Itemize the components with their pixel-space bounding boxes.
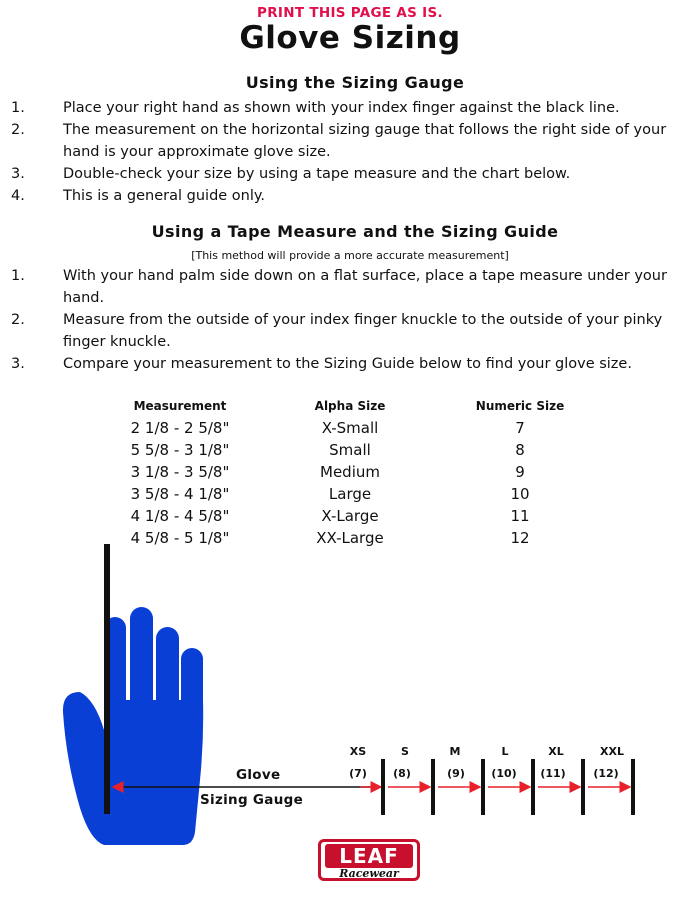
gauge-label-line2: Sizing Gauge [200, 792, 304, 808]
table-cell-alpha: XX-Large [316, 529, 384, 547]
step-text: This is a general guide only. [63, 188, 266, 204]
table-cell-alpha: X-Small [321, 419, 379, 437]
table-cell-alpha: Large [328, 485, 372, 503]
step-number: 2. [11, 312, 25, 328]
table-cell-numeric: 12 [510, 529, 530, 547]
hand-pinky-finger [181, 648, 203, 733]
gauge-label-line1: Glove [236, 767, 281, 783]
gauge-tick [581, 759, 585, 815]
table-cell-numeric: 9 [515, 463, 525, 481]
table-cell-measurement: 3 5/8 - 4 1/8" [130, 485, 230, 503]
gauge-size-alpha: XL [548, 745, 564, 758]
logo-main-text: LEAF [325, 844, 413, 868]
table-cell-measurement: 5 5/8 - 3 1/8" [130, 441, 230, 459]
step-number: 3. [11, 356, 25, 372]
table-cell-alpha: Small [329, 441, 371, 459]
logo-sub-text: Racewear [339, 867, 399, 880]
table-header-numeric: Numeric Size [475, 399, 565, 413]
step-text: Compare your measurement to the Sizing Guide below to find your glove size. [63, 356, 632, 372]
gauge-size-alpha: XXL [600, 745, 624, 758]
leaf-racewear-logo [318, 839, 420, 881]
table-cell-numeric: 8 [515, 441, 525, 459]
step-text: Measure from the outside of your index finger knuckle to the outside of your pinky finger knuckle. [63, 312, 663, 350]
table-cell-measurement: 4 1/8 - 4 5/8" [130, 507, 230, 525]
hand-thumb [63, 692, 104, 845]
table-cell-numeric: 10 [510, 485, 530, 503]
table-cell-measurement: 4 5/8 - 5 1/8" [130, 529, 230, 547]
gauge-size-alpha: M [449, 745, 461, 758]
hand-middle-finger [130, 607, 153, 725]
step-text: Double-check your size by using a tape measure and the chart below. [63, 166, 571, 182]
table-cell-alpha: X-Large [321, 507, 379, 525]
gauge-size-alpha: XS [349, 745, 367, 758]
gauge-size-numeric: (7) [349, 767, 367, 780]
gauge-size-numeric: (10) [491, 767, 517, 780]
step-number: 1. [11, 268, 25, 284]
print-note: PRINT THIS PAGE AS IS. [257, 5, 443, 21]
table-cell-measurement: 3 1/8 - 3 5/8" [130, 463, 230, 481]
table-cell-alpha: Medium [320, 463, 380, 481]
index-guide-line [104, 544, 110, 814]
gauge-size-alpha: L [501, 745, 509, 758]
step-number: 3. [11, 166, 25, 182]
gauge-size-numeric: (12) [593, 767, 619, 780]
gauge-section-heading: Using the Sizing Gauge [245, 73, 465, 92]
gauge-size-alpha: S [401, 745, 409, 758]
gauge-size-numeric: (11) [540, 767, 566, 780]
gauge-size-numeric: (9) [447, 767, 465, 780]
table-cell-numeric: 11 [510, 507, 530, 525]
gauge-tick [431, 759, 435, 815]
tape-section-heading: Using a Tape Measure and the Sizing Guide [151, 222, 559, 241]
step-text: The measurement on the horizontal sizing gauge that follows the right side of your hand is your approximate glove size. [63, 122, 667, 160]
table-cell-measurement: 2 1/8 - 2 5/8" [130, 419, 230, 437]
step-text: With your hand palm side down on a flat surface, place a tape measure under your hand. [63, 268, 667, 306]
hand-ring-finger [156, 627, 179, 727]
hand-icon [63, 607, 203, 845]
table-header-alpha: Alpha Size [314, 399, 386, 413]
table-cell-numeric: 7 [515, 419, 525, 437]
step-text: Place your right hand as shown with your index finger against the black line. [63, 100, 620, 116]
gauge-tick [631, 759, 635, 815]
step-number: 1. [11, 100, 25, 116]
tape-section-subheading: [This method will provide a more accurate measurement] [191, 249, 509, 262]
step-number: 4. [11, 188, 25, 204]
page-title: Glove Sizing [239, 20, 461, 56]
step-number: 2. [11, 122, 25, 138]
table-header-measurement: Measurement [133, 399, 227, 413]
gauge-size-numeric: (8) [393, 767, 411, 780]
